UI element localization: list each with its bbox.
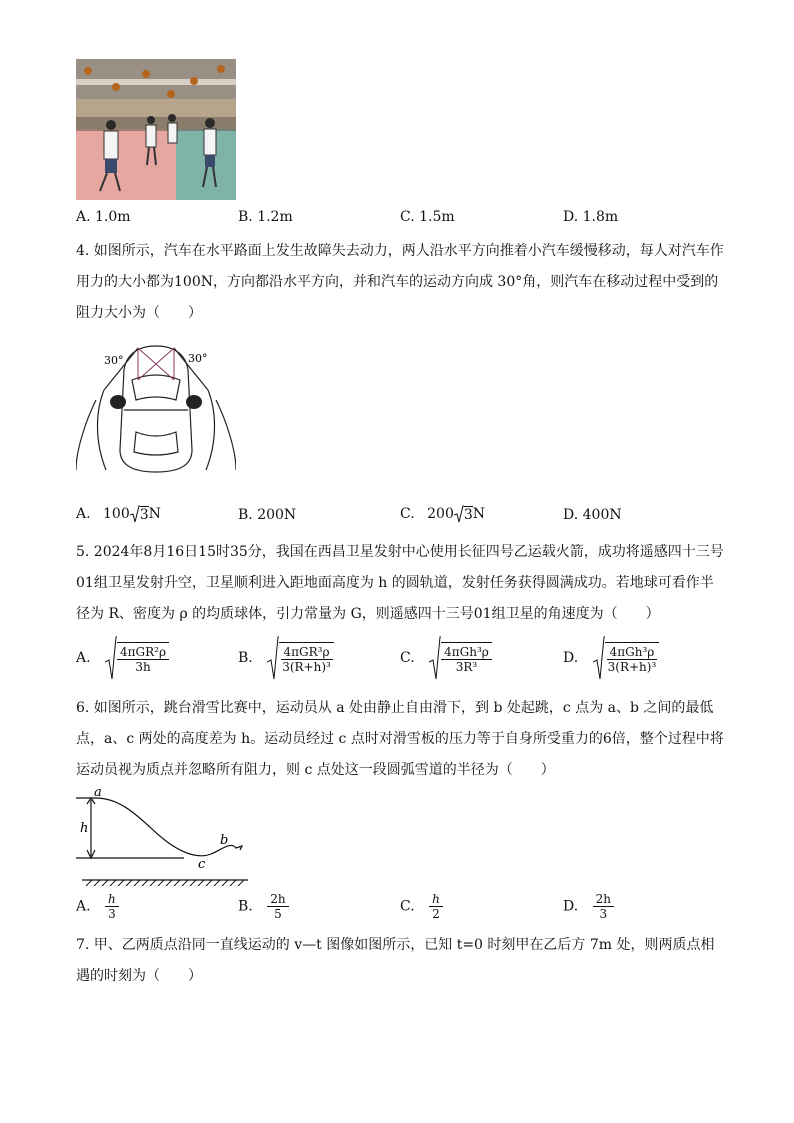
q3-option-c[interactable]: C. 1.5m: [400, 209, 455, 225]
sqrt-icon: [454, 505, 464, 523]
q4-stem: 4. 如图所示，汽车在水平路面上发生故障失去动力，两人沿水平方向推着小汽车缓慢移动，每人对汽车作用力的大小都为100N，方向都沿水平方向，并和汽车的运动方向成 30°角，则汽车在移动过程中受到的阻力大小为（ ）: [76, 243, 724, 321]
sqrt-icon: [105, 636, 117, 680]
q4-option-a[interactable]: A. 100 3 N: [76, 506, 161, 523]
sqrt-icon: [429, 636, 441, 680]
q6-option-d[interactable]: D. $\frac{2h}{3}$: [563, 892, 614, 921]
sqrt-icon: [130, 505, 140, 523]
point-c-label: c: [198, 857, 206, 872]
point-b-label: b: [220, 833, 229, 848]
sqrt-icon: [267, 636, 279, 680]
q6-option-a[interactable]: A. $\frac{h}{3}$: [76, 892, 119, 921]
q3-option-d[interactable]: D. 1.8m: [563, 209, 619, 225]
q6-ski-slope-figure: [76, 786, 256, 886]
q4-option-b[interactable]: B. 200N: [238, 507, 297, 523]
q3-option-b[interactable]: B. 1.2m: [238, 209, 293, 225]
q4-option-d[interactable]: D. 400N: [563, 507, 622, 523]
q6-stem: 6. 如图所示，跳台滑雪比赛中，运动员从 a 处由静止自由滑下，到 b 处起跳，c 点为 a、b 之间的最低点，a、c 两处的高度差为 h。运动员经过 c 点时对滑雪板的压力等于自身所受重力的6倍，整个过程中将运动员视为质点并忽略所有阻力，则 c 点处这一段圆弧雪道的半径为（ ）: [76, 700, 724, 778]
point-a-label: a: [94, 786, 102, 800]
height-h-label: h: [80, 821, 89, 836]
q4-car-figure: [76, 340, 236, 480]
sqrt-icon: [593, 636, 605, 680]
q5-option-b[interactable]: B. $\frac{\text{4πGR³ρ}}{\text{3(R+h)³}}$: [238, 636, 334, 680]
q5-option-a[interactable]: A. $\frac{\text{4πGR²ρ}}{3h}$: [76, 636, 169, 680]
angle-label-right: 30°: [188, 352, 208, 365]
q6-option-c[interactable]: C. $\frac{h}{2}$: [400, 892, 443, 921]
angle-label-left: 30°: [104, 354, 124, 367]
q3-option-a[interactable]: A. 1.0m: [76, 209, 131, 225]
gym-photo: [76, 59, 236, 200]
q4-option-c[interactable]: C. 200 3 N: [400, 506, 486, 523]
q5-option-d[interactable]: D. $\frac{\text{4πGh³ρ}}{\text{3(R+h)³}}$: [563, 636, 659, 680]
q5-option-c[interactable]: C. $\frac{\text{4πGh³ρ}}{\text{3R³}}$: [400, 636, 492, 680]
q7-stem: 7. 甲、乙两质点沿同一直线运动的 v—t 图像如图所示，已知 t=0 时刻甲在乙后方 7m 处，则两质点相遇的时刻为（ ）: [76, 937, 715, 984]
q5-stem: 5. 2024年8月16日15时35分，我国在西昌卫星发射中心使用长征四号乙运载火箭，成功将遥感四十三号01组卫星发射升空，卫星顺利进入距地面高度为 h 的圆轨道，发射任务获得圆满成功。若地球可看作半径为 R、密度为 ρ 的均质球体，引力常量为 G，则遥感四十三号01组卫星的角速度为（ ）: [76, 544, 724, 622]
q6-option-b[interactable]: B. $\frac{2h}{5}$: [238, 892, 289, 921]
